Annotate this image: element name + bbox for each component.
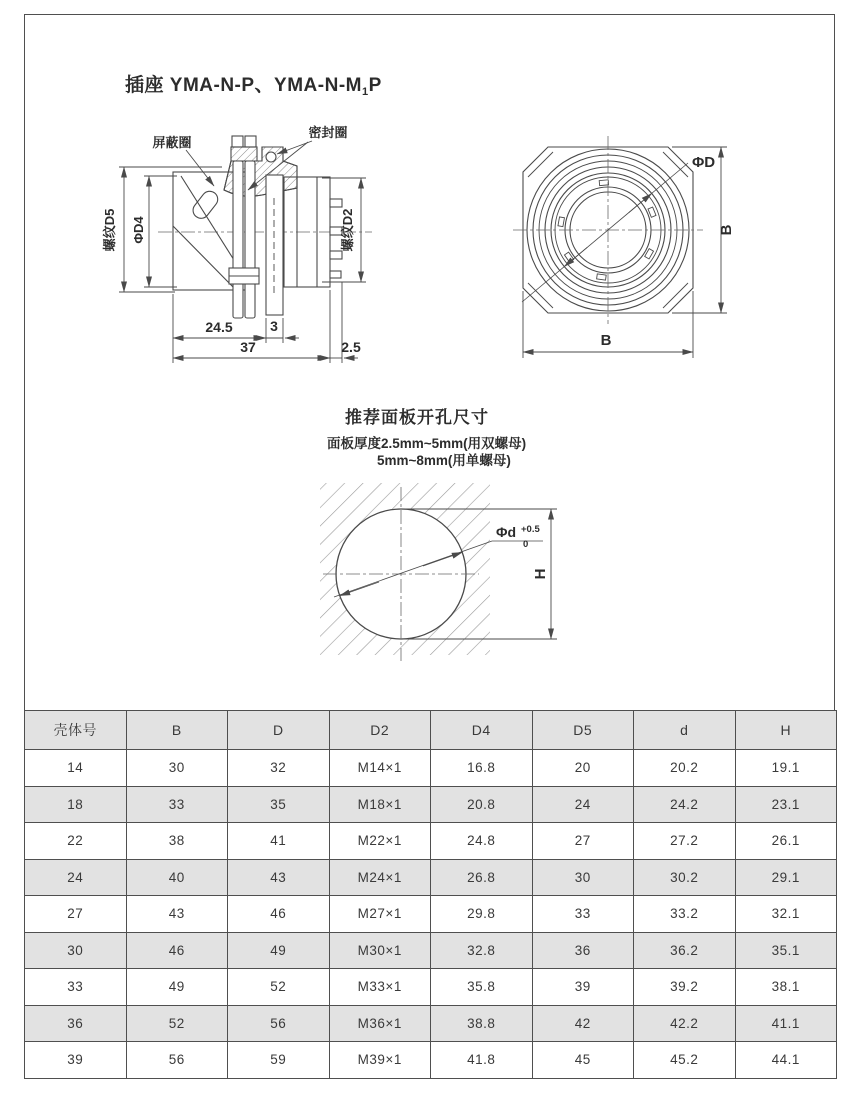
table-row [25, 1042, 837, 1079]
table-cell: 24 [25, 859, 127, 896]
keyway-slot [190, 188, 221, 221]
table-cell: 41 [228, 823, 330, 860]
b-right-label: B [718, 224, 735, 236]
table-cell: 33 [126, 786, 228, 823]
contact-pin [330, 271, 341, 278]
table-row [25, 823, 837, 860]
b-bottom-label: B [600, 332, 612, 349]
table-cell: 39 [532, 969, 634, 1006]
table-cell: 38.8 [431, 1005, 533, 1042]
table-cell: 18 [25, 786, 127, 823]
side-section-view [102, 125, 372, 363]
column-header: d [634, 711, 736, 750]
table-cell: 42.2 [634, 1005, 736, 1042]
column-header: D2 [329, 711, 431, 750]
table-cell: 30.2 [634, 859, 736, 896]
table-cell: 45.2 [634, 1042, 736, 1079]
table-cell: 20 [532, 750, 634, 787]
thread-d5-label: 螺纹D5 [102, 208, 117, 252]
table-cell: 26.1 [735, 823, 837, 860]
table-cell: 20.2 [634, 750, 736, 787]
table-cell: 27.2 [634, 823, 736, 860]
tolerance-lower: 0 [523, 539, 529, 550]
table-cell: 38 [126, 823, 228, 860]
table-row [25, 786, 837, 823]
phi-d-label: ΦD [692, 154, 716, 171]
column-header: D [228, 711, 330, 750]
table-cell: M14×1 [329, 750, 431, 787]
table-cell: M22×1 [329, 823, 431, 860]
table-cell: 24 [532, 786, 634, 823]
table-cell: 23.1 [735, 786, 837, 823]
page-title-subscript: 1 [361, 86, 369, 98]
table-row [25, 896, 837, 933]
thread-d2-label: 螺纹D2 [340, 208, 355, 252]
table-cell: M39×1 [329, 1042, 431, 1079]
table-cell: 38.1 [735, 969, 837, 1006]
table-cell: 29.8 [431, 896, 533, 933]
table-cell: 41.1 [735, 1005, 837, 1042]
table-cell: 30 [25, 932, 127, 969]
table-cell: 27 [25, 896, 127, 933]
dim-24-5: 24.5 [205, 319, 233, 335]
table-cell: M18×1 [329, 786, 431, 823]
dim-phi-d4 [144, 176, 177, 287]
column-header: 壳体号 [25, 711, 127, 750]
table-cell: M36×1 [329, 1005, 431, 1042]
table-cell: 56 [228, 1005, 330, 1042]
table-cell: 27 [532, 823, 634, 860]
dimension-table-body [25, 750, 837, 1079]
table-row [25, 859, 837, 896]
mounting-flange-plate [266, 175, 283, 315]
table-cell: 44.1 [735, 1042, 837, 1079]
dimension-table-header [25, 711, 837, 750]
table-cell: 52 [126, 1005, 228, 1042]
table-cell: 43 [126, 896, 228, 933]
table-row [25, 969, 837, 1006]
table-cell: 35 [228, 786, 330, 823]
table-cell: 40 [126, 859, 228, 896]
table-cell: 30 [532, 859, 634, 896]
column-header: H [735, 711, 837, 750]
front-view [513, 136, 735, 358]
page-title-text: 插座 YMA-N-P、YMA-N-M [125, 75, 362, 96]
table-cell: 16.8 [431, 750, 533, 787]
table-cell: 43 [228, 859, 330, 896]
table-cell: 46 [228, 896, 330, 933]
table-cell: 36 [25, 1005, 127, 1042]
phi-d4-label: ΦD4 [131, 216, 146, 244]
table-cell: 24.2 [634, 786, 736, 823]
table-cell: 20.8 [431, 786, 533, 823]
table-cell: 26.8 [431, 859, 533, 896]
table-row [25, 1005, 837, 1042]
table-cell: 46 [126, 932, 228, 969]
table-cell: M30×1 [329, 932, 431, 969]
table-cell: 52 [228, 969, 330, 1006]
table-cell: M27×1 [329, 896, 431, 933]
h-label: H [532, 568, 549, 580]
table-cell: 29.1 [735, 859, 837, 896]
dimension-table [24, 710, 837, 1079]
table-cell: 36 [532, 932, 634, 969]
panel-cutout-heading: 推荐面板开孔尺寸 [345, 408, 489, 427]
column-header: B [126, 711, 228, 750]
column-header: D5 [532, 711, 634, 750]
dim-37: 37 [240, 339, 256, 355]
table-cell: 36.2 [634, 932, 736, 969]
dim-3: 3 [270, 318, 278, 334]
table-cell: 39 [25, 1042, 127, 1079]
table-cell: 32 [228, 750, 330, 787]
table-cell: 49 [228, 932, 330, 969]
table-cell: 56 [126, 1042, 228, 1079]
table-cell: 22 [25, 823, 127, 860]
table-cell: 59 [228, 1042, 330, 1079]
table-cell: 14 [25, 750, 127, 787]
table-cell: 45 [532, 1042, 634, 1079]
table-cell: 39.2 [634, 969, 736, 1006]
seal-ring-label: 密封圈 [308, 125, 348, 140]
table-cell: 33 [25, 969, 127, 1006]
page-title-suffix: P [368, 75, 382, 96]
table-cell: 32.8 [431, 932, 533, 969]
table-cell: 33 [532, 896, 634, 933]
column-header: D4 [431, 711, 533, 750]
table-cell: M33×1 [329, 969, 431, 1006]
panel-thickness-note-2: 5mm~8mm(用单螺母) [377, 453, 511, 468]
table-cell: 41.8 [431, 1042, 533, 1079]
table-cell: M24×1 [329, 859, 431, 896]
table-cell: 32.1 [735, 896, 837, 933]
table-cell: 49 [126, 969, 228, 1006]
shield-ring-label: 屏蔽圈 [152, 135, 192, 150]
shield-ring-leader [186, 150, 214, 186]
dim-2-5: 2.5 [341, 339, 361, 355]
tolerance-upper: +0.5 [521, 524, 540, 535]
table-row [25, 750, 837, 787]
contact-pin [330, 199, 342, 207]
table-cell: 35.1 [735, 932, 837, 969]
panel-thickness-note-1: 面板厚度2.5mm~5mm(用双螺母) [327, 436, 527, 451]
phi-d-cutout-label: Φd [496, 524, 517, 540]
table-cell: 35.8 [431, 969, 533, 1006]
seal-ring-section [266, 152, 276, 162]
table-cell: 42 [532, 1005, 634, 1042]
panel-cutout-view [320, 483, 557, 661]
table-row [25, 932, 837, 969]
table-cell: 19.1 [735, 750, 837, 787]
table-cell: 24.8 [431, 823, 533, 860]
table-cell: 33.2 [634, 896, 736, 933]
table-cell: 30 [126, 750, 228, 787]
